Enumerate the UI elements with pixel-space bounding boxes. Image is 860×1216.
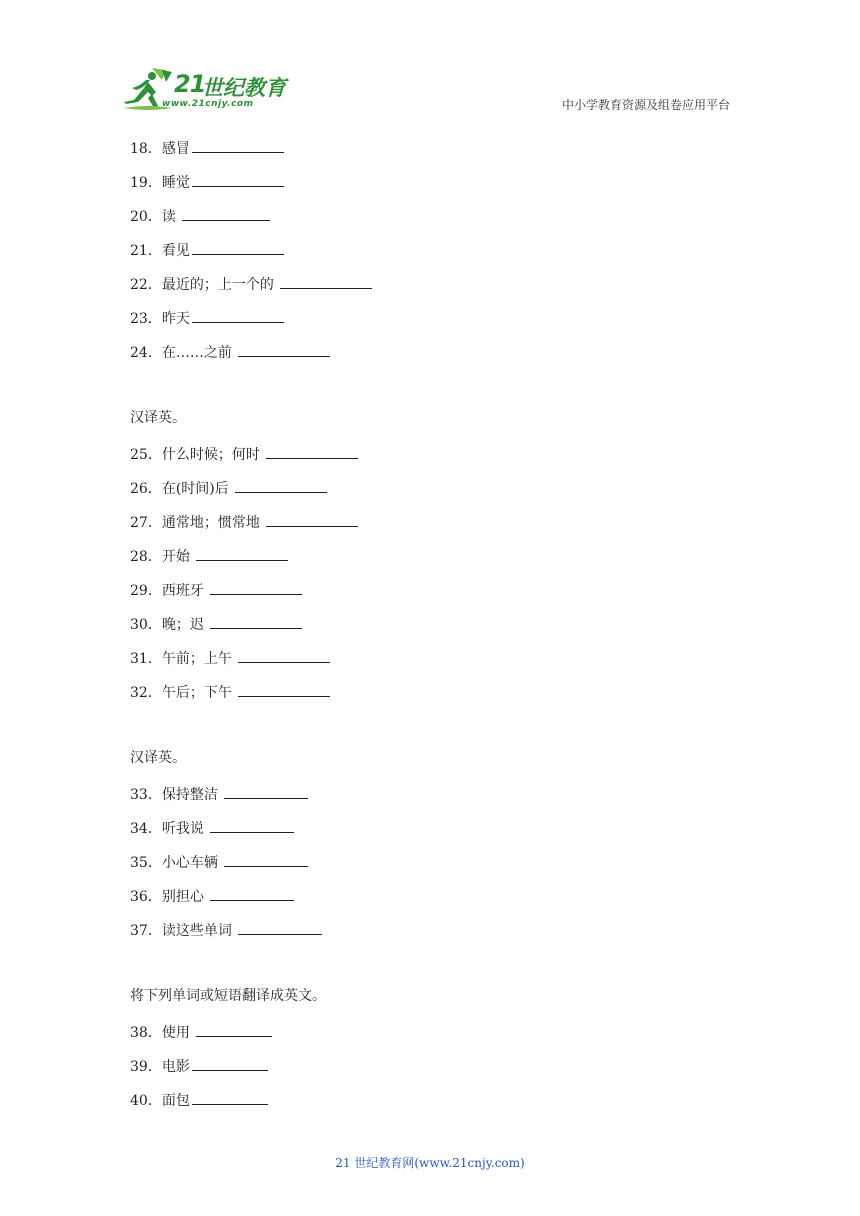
answer-blank[interactable] [238,646,330,663]
question-item [130,680,730,714]
question-number: 22． [130,277,162,293]
question-item [130,204,730,238]
question-number: 27． [130,515,162,531]
question-item [130,442,730,476]
question-item [130,578,730,612]
answer-blank[interactable] [280,272,372,289]
question-item [130,544,730,578]
question-group-1 [130,136,730,374]
question-group-3 [130,782,730,952]
question-item [130,884,730,918]
question-number: 32． [130,685,162,701]
question-text: 开始 [161,549,195,565]
question-item [130,850,730,884]
question-item [130,136,730,170]
answer-blank[interactable] [210,816,294,833]
section-heading: 汉译英。 [130,750,186,766]
question-number: 35． [130,855,162,871]
question-text: 读这些单词 [161,923,237,939]
exercise-content [130,136,730,1122]
question-number: 40． [130,1093,162,1109]
question-text: 电影 [161,1059,190,1075]
answer-blank[interactable] [210,612,302,629]
answer-blank[interactable] [192,1088,268,1105]
section-heading: 将下列单词或短语翻译成英文。 [130,988,326,1004]
question-item [130,646,730,680]
question-text: 昨天 [161,311,190,327]
page-header [0,0,860,122]
question-text: 什么时候；何时 [161,447,265,463]
question-text: 保持整洁 [161,787,223,803]
page-footer: 21 世纪教育网(www.21cnjy.com) [335,1156,525,1170]
question-number: 20． [130,209,162,225]
answer-blank[interactable] [224,850,308,867]
answer-blank[interactable] [224,782,308,799]
question-item [130,918,730,952]
question-number: 26． [130,481,162,497]
answer-blank[interactable] [238,340,330,357]
header-platform-text: 中小学教育资源及组卷应用平台 [561,98,730,112]
logo-text: 世纪教育 [202,76,286,100]
question-item [130,272,730,306]
question-item [130,510,730,544]
question-text: 读 [161,209,181,225]
question-item [130,238,730,272]
question-item [130,1054,730,1088]
question-number: 21． [130,243,162,259]
question-item [130,1020,730,1054]
question-text: 面包 [161,1093,190,1109]
question-number: 34． [130,821,162,837]
answer-blank[interactable] [192,306,284,323]
question-text: 午后；下午 [161,685,237,701]
question-text: 看见 [161,243,190,259]
question-group-2 [130,442,730,714]
question-text: 感冒 [161,141,190,157]
question-item [130,476,730,510]
question-item [130,340,730,374]
question-text: 小心车辆 [161,855,223,871]
answer-blank[interactable] [266,510,358,527]
section-heading: 汉译英。 [130,410,186,426]
question-number: 24． [130,345,162,361]
answer-blank[interactable] [235,476,327,493]
question-number: 37． [130,923,162,939]
question-number: 25． [130,447,162,463]
question-number: 36． [130,889,162,905]
question-number: 33． [130,787,162,803]
question-text: 晚；迟 [161,617,209,633]
logo-url: www.21cnjy.com [162,99,254,109]
question-number: 31． [130,651,162,667]
question-text: 睡觉 [161,175,190,191]
question-item [130,1088,730,1122]
question-number: 23． [130,311,162,327]
answer-blank[interactable] [192,170,284,187]
logo-number: 21 [174,70,206,98]
logo [122,66,292,116]
question-text: 最近的；上一个的 [161,277,279,293]
question-text: 在……之前 [161,345,237,361]
question-number: 28． [130,549,162,565]
answer-blank[interactable] [210,884,294,901]
question-text: 听我说 [161,821,209,837]
answer-blank[interactable] [192,1054,268,1071]
answer-blank[interactable] [210,578,302,595]
question-text: 别担心 [161,889,209,905]
answer-blank[interactable] [196,1020,272,1037]
question-number: 19． [130,175,162,191]
question-text: 在(时间)后 [161,481,234,497]
question-text: 西班牙 [161,583,209,599]
answer-blank[interactable] [196,544,288,561]
question-number: 39． [130,1059,162,1075]
question-text: 通常地；惯常地 [161,515,265,531]
question-number: 30． [130,617,162,633]
question-number: 29． [130,583,162,599]
answer-blank[interactable] [192,136,284,153]
question-group-4 [130,1020,730,1122]
question-item [130,170,730,204]
question-text: 使用 [161,1025,195,1041]
answer-blank[interactable] [238,918,322,935]
question-item [130,782,730,816]
question-number: 38． [130,1025,162,1041]
question-item [130,816,730,850]
question-number: 18． [130,141,162,157]
answer-blank[interactable] [192,238,284,255]
question-item [130,306,730,340]
question-item [130,612,730,646]
question-text: 午前；上午 [161,651,237,667]
answer-blank[interactable] [238,680,330,697]
answer-blank[interactable] [266,442,358,459]
answer-blank[interactable] [182,204,270,221]
